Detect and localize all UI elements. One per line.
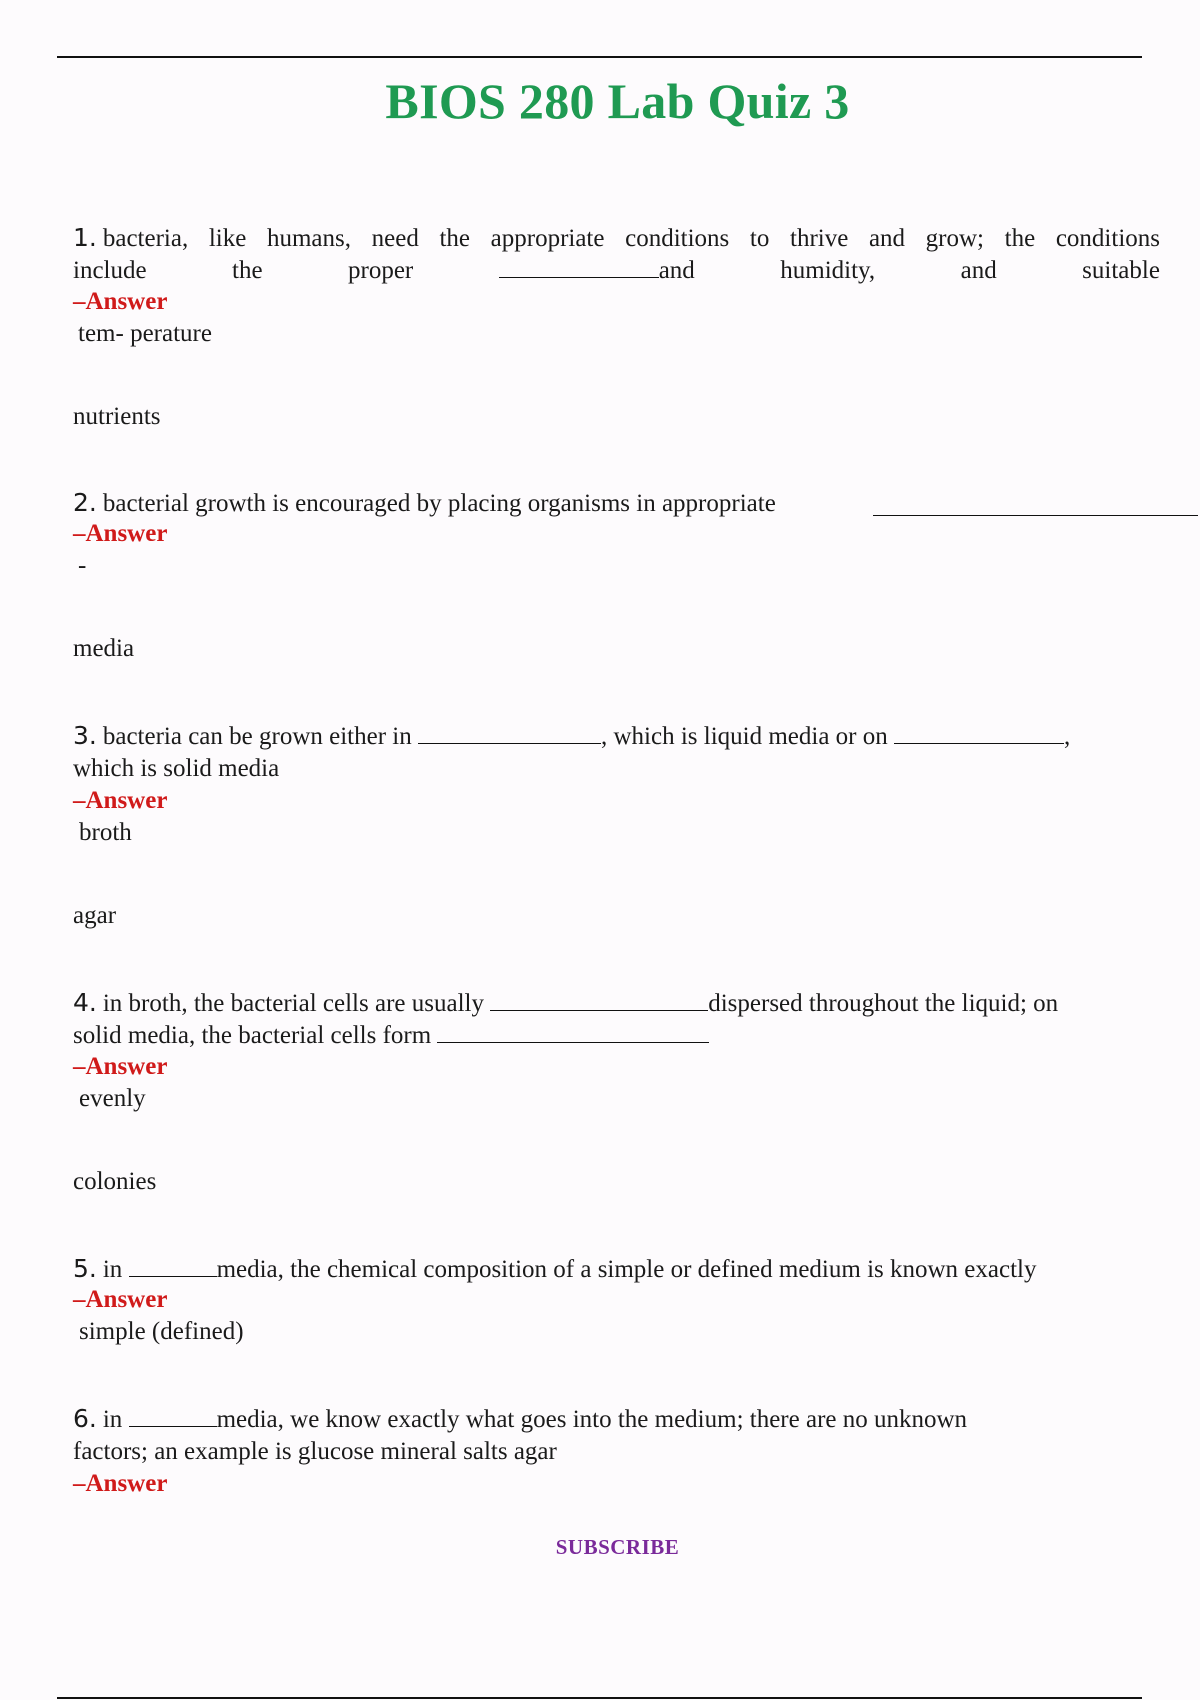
question-text: dispersed throughout the liquid; on [708, 990, 1059, 1017]
question-6-line-1 [73, 1403, 1160, 1436]
question-number: 6. [73, 1404, 97, 1433]
question-4-line-1 [73, 987, 1160, 1020]
question-word: proper [348, 257, 414, 284]
question-word: and [658, 257, 695, 284]
question-text: bacteria, like humans, need the appropriate conditions to thrive and grow; the conditions [102, 225, 1160, 252]
answer-label: –Answer [73, 787, 168, 814]
question-number: 1. [73, 223, 97, 252]
question-word: the [232, 257, 263, 284]
question-5 [73, 1253, 1160, 1286]
question-number: 2. [73, 488, 97, 517]
answer-blank [437, 1020, 709, 1043]
answer-blank [129, 1404, 217, 1427]
answer-text: agar [73, 902, 117, 929]
answer-blank [129, 1254, 217, 1277]
question-text: bacteria can be grown either in [102, 723, 412, 750]
question-3-line-2: which is solid media [73, 755, 280, 782]
answer-text: broth [79, 819, 132, 846]
answer-blank [894, 721, 1064, 744]
answer-label: –Answer [73, 520, 168, 547]
question-word: humidity, [780, 257, 876, 284]
answer-blank [873, 493, 1198, 516]
answer-blank [490, 988, 708, 1011]
question-text: media, the chemical composition of a simple or defined medium is known exactly [216, 1256, 1037, 1283]
question-2 [73, 487, 1200, 520]
question-4 [73, 987, 1160, 1052]
answer-text: media [73, 635, 135, 662]
answer-blank [418, 721, 601, 744]
answer-label: –Answer [73, 1286, 168, 1313]
answer-label: –Answer [73, 1470, 168, 1497]
question-1-line-1 [73, 222, 1160, 255]
question-6 [73, 1403, 1160, 1468]
answer-text: simple (defined) [79, 1318, 244, 1345]
question-1-line-2 [73, 255, 1160, 287]
question-word: suitable [1082, 257, 1160, 284]
answer-label: –Answer [73, 288, 168, 315]
question-4-line-2 [73, 1020, 1160, 1052]
question-text: in [102, 1256, 123, 1283]
subscribe-link[interactable]: SUBSCRIBE [555, 1535, 680, 1559]
question-3-line-1 [73, 720, 1160, 753]
question-text: , [1064, 723, 1071, 750]
question-text: in [102, 1406, 123, 1433]
answer-text: colonies [73, 1168, 157, 1195]
bottom-rule [57, 1697, 1142, 1699]
answer-blank [499, 255, 659, 278]
document-title: BIOS 280 Lab Quiz 3 [385, 73, 850, 129]
answer-text: - [78, 552, 87, 579]
question-3 [73, 720, 1160, 785]
question-6-line-2: factors; an example is glucose mineral salts agar [73, 1438, 557, 1465]
answer-text: tem- perature [78, 320, 212, 347]
question-word: and [960, 257, 997, 284]
question-text: , which is liquid media or on [600, 723, 888, 750]
answer-text: evenly [79, 1085, 146, 1112]
question-number: 3. [73, 721, 97, 750]
question-word: include [73, 257, 147, 284]
question-text: in broth, the bacterial cells are usually [102, 990, 484, 1017]
top-rule [57, 56, 1142, 58]
question-text: media, we know exactly what goes into the medium; there are no unknown [216, 1406, 968, 1433]
question-number: 4. [73, 988, 97, 1017]
question-number: 5. [73, 1254, 97, 1283]
question-text: bacterial growth is encouraged by placing organisms in appropriate [102, 490, 776, 517]
answer-label: –Answer [73, 1053, 168, 1080]
answer-text: nutrients [73, 403, 161, 430]
question-text: solid media, the bacterial cells form [73, 1022, 432, 1049]
question-1 [73, 222, 1160, 287]
